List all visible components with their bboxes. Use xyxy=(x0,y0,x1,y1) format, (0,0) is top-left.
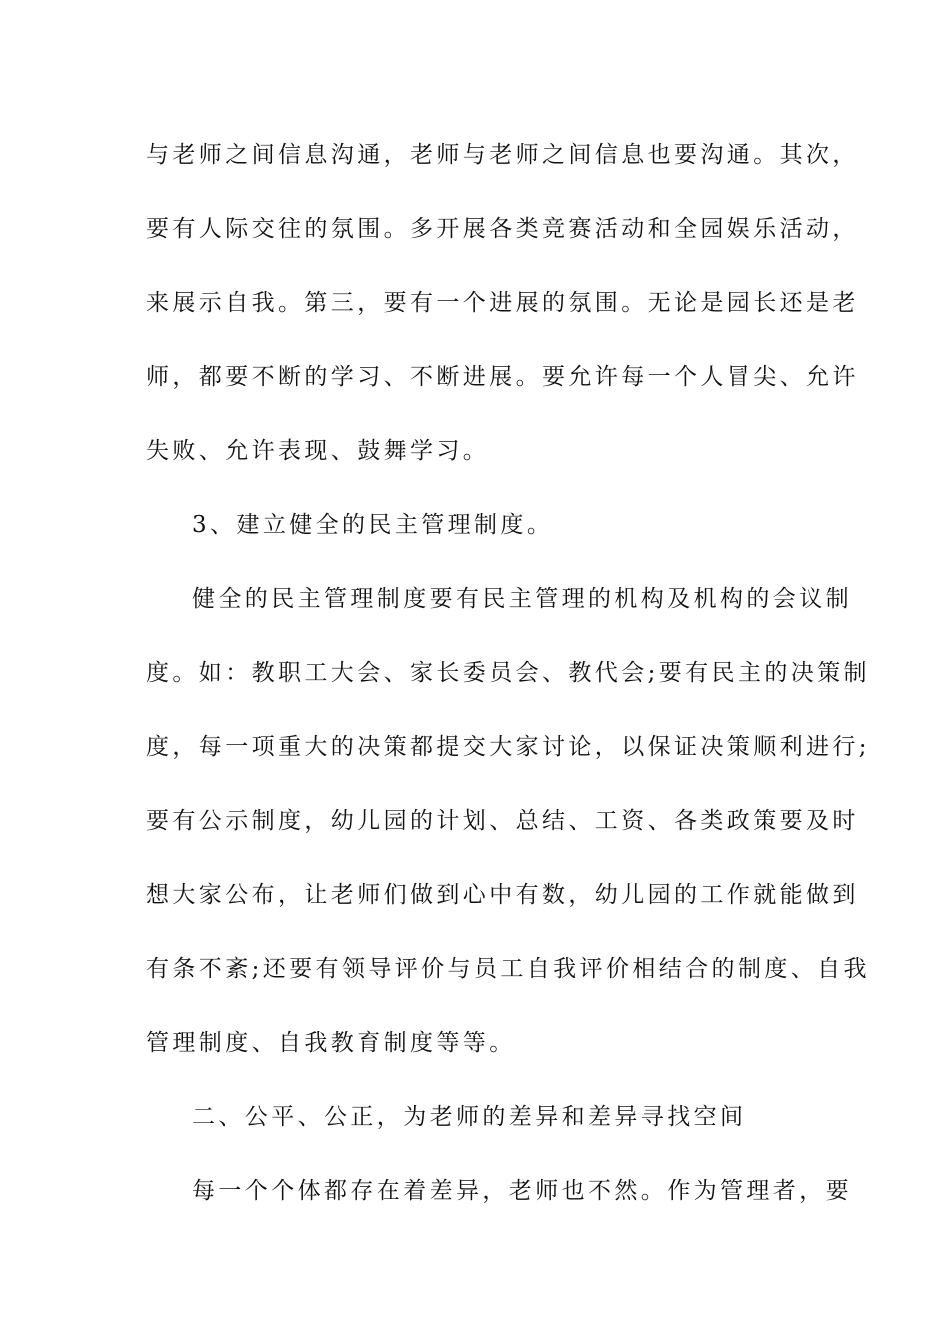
paragraph-line: 每一个个体都存在着差异，老师也不然。作为管理者，要 xyxy=(192,1178,852,1204)
paragraph-line: 度，每一项重大的决策都提交大家讨论，以保证决策顺利进行; xyxy=(146,734,870,760)
paragraph-line: 度。如：教职工大会、家长委员会、教代会;要有民主的决策制 xyxy=(146,660,870,686)
paragraph-line: 来展示自我。第三，要有一个进展的氛围。无论是园长还是老 xyxy=(146,290,859,316)
section-heading: 二、公平、公正，为老师的差异和差异寻找空间 xyxy=(192,1104,747,1130)
paragraph-line: 有条不紊;还要有领导评价与员工自我评价相结合的制度、自我 xyxy=(146,956,870,982)
paragraph-line: 要有人际交往的氛围。多开展各类竞赛活动和全园娱乐活动， xyxy=(146,216,859,242)
paragraph-line: 管理制度、自我教育制度等等。 xyxy=(146,1030,516,1056)
paragraph-line: 与老师之间信息沟通，老师与老师之间信息也要沟通。其次， xyxy=(146,142,859,168)
paragraph-line: 失败、允许表现、鼓舞学习。 xyxy=(146,438,490,464)
paragraph-line: 要有公示制度，幼儿园的计划、总结、工资、各类政策要及时 xyxy=(146,808,859,834)
paragraph-line: 健全的民主管理制度要有民主管理的机构及机构的会议制 xyxy=(192,586,852,612)
section-heading: 3、建立健全的民主管理制度。 xyxy=(192,512,554,538)
paragraph-line: 想大家公布，让老师们做到心中有数，幼儿园的工作就能做到 xyxy=(146,882,859,908)
paragraph-line: 师，都要不断的学习、不断进展。要允许每一个人冒尖、允许 xyxy=(146,364,859,390)
